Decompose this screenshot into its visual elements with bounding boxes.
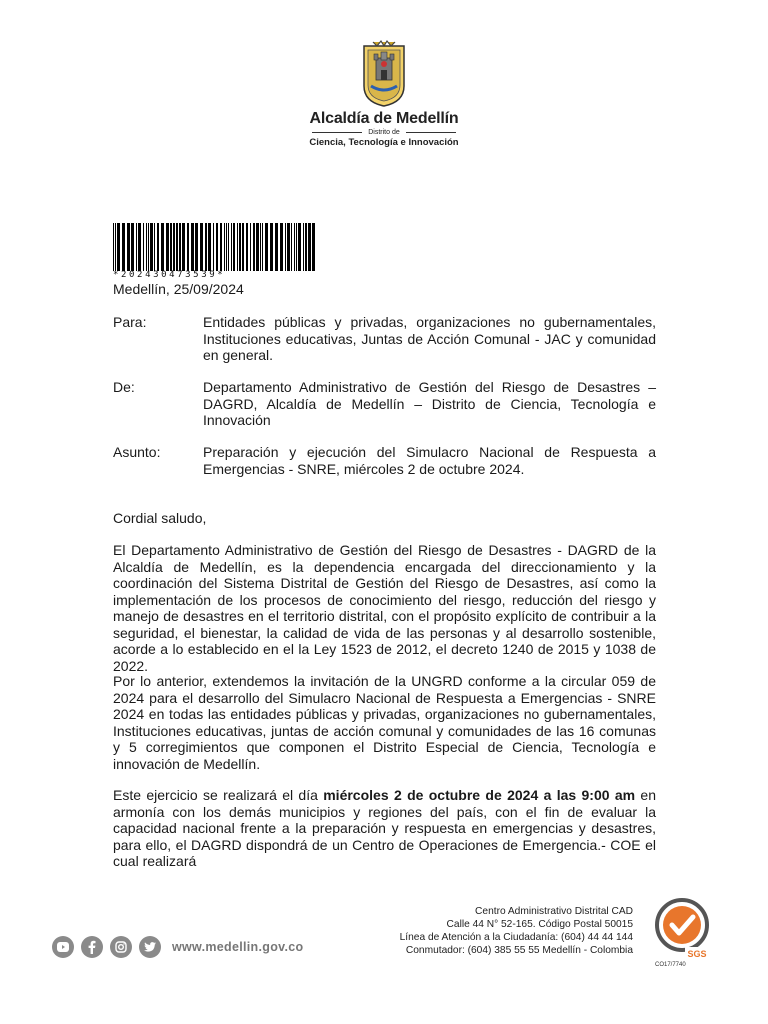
address-line: Línea de Atención a la Ciudadanía: (604) 44 44 144 bbox=[399, 932, 633, 943]
barcode-bar bbox=[312, 223, 315, 271]
barcode-number: *202430473539* bbox=[113, 270, 226, 280]
barcode-bar bbox=[260, 223, 261, 271]
barcode-bar bbox=[191, 223, 194, 271]
barcode-bar bbox=[246, 223, 248, 271]
barcode-bar bbox=[308, 223, 311, 271]
certification-code: CO17/7740 bbox=[655, 962, 686, 968]
barcode-bar bbox=[231, 223, 232, 271]
divider bbox=[312, 132, 362, 133]
barcode-bar bbox=[176, 223, 178, 271]
barcode-bar bbox=[136, 223, 137, 271]
barcode-bar bbox=[205, 223, 207, 271]
website-link[interactable]: www.medellin.gov.co bbox=[172, 940, 304, 954]
district-label: Distrito de bbox=[368, 129, 400, 136]
barcode-bar bbox=[226, 223, 227, 271]
barcode-bar bbox=[127, 223, 130, 271]
twitter-icon[interactable] bbox=[139, 936, 161, 958]
coat-of-arms-logo bbox=[359, 38, 409, 108]
recipient-label: Para: bbox=[113, 314, 147, 330]
barcode-bar bbox=[173, 223, 175, 271]
barcode-bar bbox=[113, 223, 114, 271]
barcode-bar bbox=[148, 223, 149, 271]
barcode-bar bbox=[228, 223, 229, 271]
barcode-bar bbox=[291, 223, 292, 271]
barcode-bar bbox=[150, 223, 153, 271]
body-paragraph-1: El Departamento Administrativo de Gestión del Riesgo de Desastres - DAGRD de la Alcaldía de Medellín, es la dependencia encargada del direccionamiento y la coordinación del Sistema Distrital de Gestión del Riesgo de Desastres, así como la implementación de los procesos de conocimiento del riesgo, reducción del riesgo y manejo de desastres en el territorio distrital, con el propósito explícito de contribuir a la seguridad, el bienestar, la calidad de vida de las personas y al desarrollo sostenible, acorde a lo establecido en el la Ley 1523 de 2012, el decreto 1240 de 2015 y 1038 de 2022. bbox=[113, 542, 656, 674]
barcode-bar bbox=[182, 223, 185, 271]
subject-row bbox=[113, 444, 656, 477]
barcode-bar bbox=[131, 223, 134, 271]
barcode-bar bbox=[294, 223, 295, 271]
address-line: Conmutador: (604) 385 55 55 Medellín - Colombia bbox=[405, 945, 633, 956]
recipient-value: Entidades públicas y privadas, organizaciones no gubernamentales, Instituciones educativas, Juntas de Acción Comunal - JAC y comunidad en general. bbox=[203, 314, 656, 363]
barcode-bar bbox=[170, 223, 172, 271]
barcode-bar bbox=[157, 223, 159, 271]
barcode-bar bbox=[179, 223, 181, 271]
barcode-bar bbox=[265, 223, 268, 271]
barcode-bar bbox=[195, 223, 198, 271]
recipient-row bbox=[113, 314, 656, 364]
barcode-bar bbox=[256, 223, 259, 271]
paragraph-3-end: en armonía con los demás municipios y regiones del país, con el fin de evaluar la capacidad nacional frente a la preparación y respuesta en emergencias y desastres, para ello, el DAGRD dispondrá de un Centro de Operaciones de Emergencia.- COE el cual realizará bbox=[113, 787, 657, 869]
barcode-bar bbox=[253, 223, 255, 271]
event-date-highlight: miércoles 2 de octubre de 2024 a las 9:00 am bbox=[323, 787, 636, 803]
barcode-bar bbox=[303, 223, 304, 271]
address-line: Centro Administrativo Distrital CAD bbox=[475, 906, 633, 917]
barcode-bar bbox=[239, 223, 241, 271]
barcode-bar bbox=[213, 223, 214, 271]
address-line: Calle 44 N° 52-165. Código Postal 50015 bbox=[446, 919, 633, 930]
youtube-icon[interactable] bbox=[52, 936, 74, 958]
barcode-bar bbox=[242, 223, 244, 271]
greeting: Cordial saludo, bbox=[113, 510, 207, 526]
sender-row bbox=[113, 379, 656, 429]
district-name: Ciencia, Tecnología e Innovación bbox=[309, 137, 459, 148]
barcode-bar bbox=[280, 223, 283, 271]
org-name: Alcaldía de Medellín bbox=[309, 110, 459, 127]
barcode-bar bbox=[262, 223, 263, 271]
social-links bbox=[52, 936, 303, 958]
barcode-bar bbox=[270, 223, 273, 271]
barcode-bar bbox=[298, 223, 301, 271]
facebook-icon[interactable] bbox=[81, 936, 103, 958]
subject-value: Preparación y ejecución del Simulacro Nacional de Respuesta a Emergencias - SNRE, miércoles 2 de octubre 2024. bbox=[203, 444, 656, 477]
barcode-bar bbox=[305, 223, 307, 271]
barcode-bar bbox=[224, 223, 225, 271]
barcode-bar bbox=[220, 223, 222, 271]
body-paragraph-3 bbox=[113, 787, 656, 870]
barcode-bar bbox=[115, 223, 116, 271]
barcode-bar bbox=[187, 223, 189, 271]
barcode-bar bbox=[154, 223, 155, 271]
instagram-icon[interactable] bbox=[110, 936, 132, 958]
body-paragraph-2: Por lo anterior, extendemos la invitación de la UNGRD conforme a la circular 059 de 2024 para el desarrollo del Simulacro Nacional de Respuesta a Emergencias - SNRE 2024 en todas las entidades públicas y privadas, organizaciones no gubernamentales, Instituciones educativas, juntas de acción comunal y comunidades de las 16 comunas y 5 corregimientos que componen el Distrito Especial de Ciencia, Tecnología e innovación de Medellín. bbox=[113, 673, 656, 772]
district-row bbox=[0, 129, 768, 136]
barcode-bar bbox=[208, 223, 211, 271]
barcode-bar bbox=[200, 223, 203, 271]
footer-address bbox=[400, 905, 633, 957]
paragraph-3-start: Este ejercicio se realizará el día bbox=[113, 787, 324, 803]
sender-label: De: bbox=[113, 379, 135, 395]
sender-value: Departamento Administrativo de Gestión del Riesgo de Desastres – DAGRD, Alcaldía de Medellín – Distrito de Ciencia, Tecnología e Innovación bbox=[203, 379, 656, 428]
barcode bbox=[113, 223, 316, 271]
subject-label: Asunto: bbox=[113, 444, 161, 460]
barcode-bar bbox=[216, 223, 218, 271]
barcode-bar bbox=[287, 223, 290, 271]
letterhead bbox=[0, 38, 768, 148]
divider bbox=[406, 132, 456, 133]
barcode-bar bbox=[138, 223, 141, 271]
barcode-bar bbox=[122, 223, 125, 271]
iso-certification-seal bbox=[652, 895, 714, 965]
barcode-bar bbox=[233, 223, 235, 271]
barcode-bar bbox=[117, 223, 120, 271]
svg-text:SGS: SGS bbox=[687, 949, 707, 959]
barcode-bar bbox=[161, 223, 164, 271]
barcode-bar bbox=[237, 223, 238, 271]
barcode-bar bbox=[296, 223, 297, 271]
letter-date: Medellín, 25/09/2024 bbox=[113, 281, 244, 297]
barcode-bar bbox=[146, 223, 147, 271]
barcode-bar bbox=[250, 223, 251, 271]
barcode-bar bbox=[275, 223, 278, 271]
barcode-bar bbox=[285, 223, 286, 271]
barcode-bar bbox=[143, 223, 144, 271]
barcode-bar bbox=[166, 223, 169, 271]
